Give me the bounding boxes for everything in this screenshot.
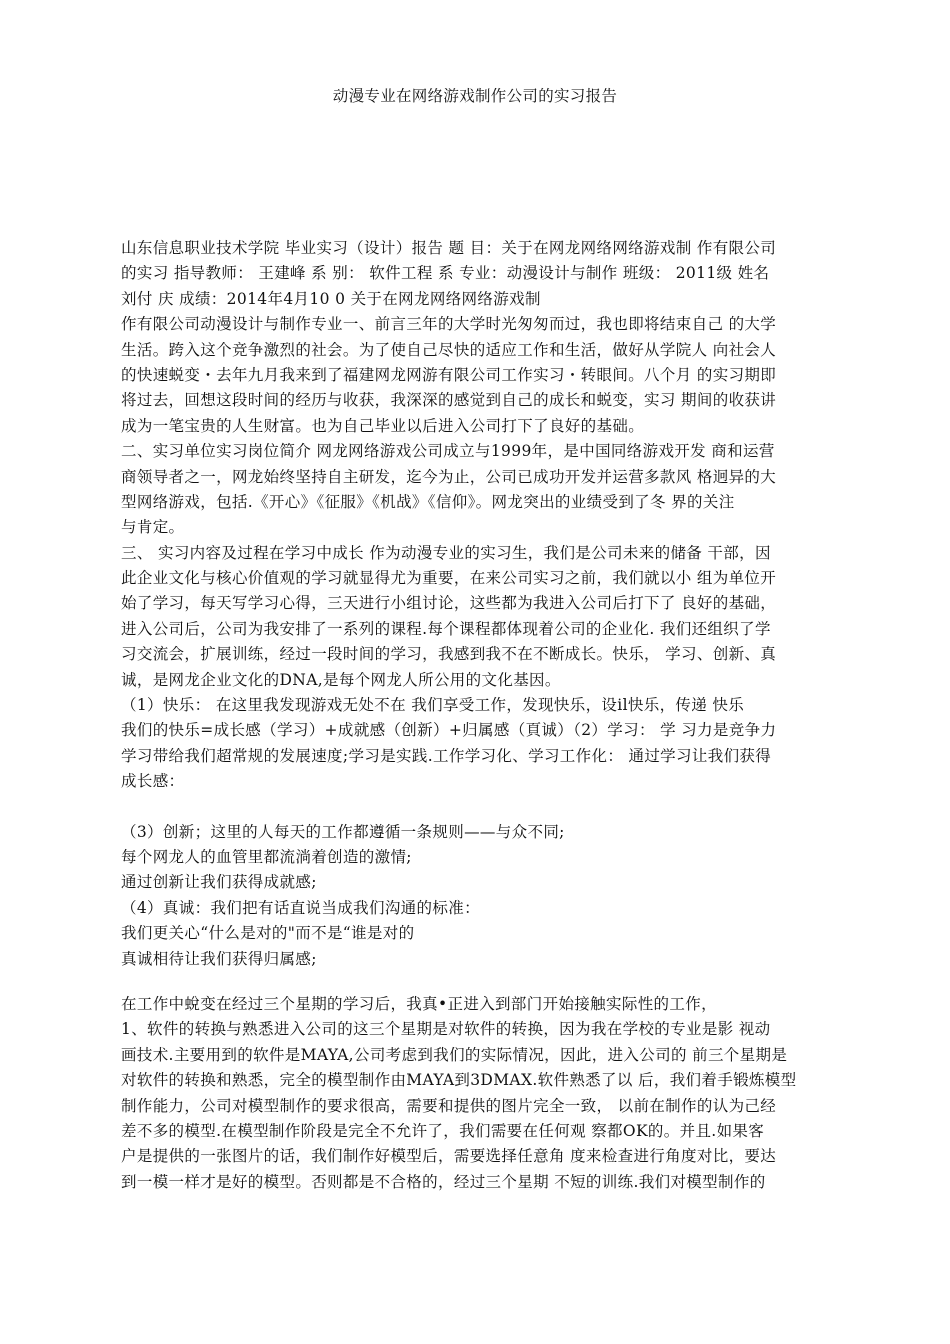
body-line: 成为一笔宝贵的人生财富。也为自己毕业以后进入公司打下了良好的基础。 [121,416,645,435]
body-line: 到一模一样才是好的模型。否则都是不合格的，经过三个星期 不短的训练.我们对模型制作的 [121,1172,766,1191]
paragraph-gap [121,795,833,820]
body-line: 山东信息职业技术学院 毕业实习（设计）报告 题 目：关于在网龙网络网络游戏制 作有限公司 [121,239,777,257]
body-line: 三、 实习内容及过程在学习中成长 作为动漫专业的实习生，我们是公司未来的储备 干部，因 [121,543,771,562]
body-line: 我们更关心“什么是对的"而不是“谁是对的 [121,924,415,943]
body-line: 始了学习，每天写学习心得，三天进行小组讨论，这些都为我进入公司后打下了 良好的基础， [121,594,777,613]
body-line: 真诚相待让我们获得归属感; [121,949,317,968]
body-line: 通过创新让我们获得成就感; [121,873,317,892]
body-line: 诚，是网龙企业文化的DNA,是每个网龙人所公用的文化基因。 [121,670,561,689]
body-line: 进入公司后，公司为我安排了一系列的课程.每个课程都体现着公司的企业化. 我们还组织了学 [121,619,771,638]
body-line: 户是提供的一张图片的话，我们制作好模型后，需要选择任意角 度来检查进行角度对比，要达 [121,1147,777,1166]
body-line: 成长感： [121,772,185,791]
body-line: 商领导者之一，网龙始终坚持自主研发，迄今为止，公司已成功开发并运营多款风 格迥异的大 [121,467,777,486]
body-line: 的实习 指导教师： 王建峰 系 别： 软件工程 系 专业：动漫设计与制作 班级： 2011级 姓名 [121,264,770,283]
body-line: 将过去，回想这段时间的经历与收获，我深深的感觉到自己的成长和蜕变，实习 期间的收获讲 [121,391,777,410]
body-line: 二、实习单位实习岗位简介 网龙网络游戏公司成立与1999年，是中国同络游戏开发 商和运营 [121,442,775,461]
body-line: （3）创新；这里的人每天的工作都遵循一条规则——与众不同; [121,822,565,841]
body-line: 习交流会，扩展训练，经过一段时间的学习，我感到我不在不断成长。快乐， 学习、创新、真 [121,645,777,664]
body-line: 生活。跨入这个竞争激烈的社会。为了使自己尽快的适应工作和生活，做好从学院人 向社会人 [121,340,777,359]
body-line: 画技术.主要用到的软件是MAYA,公司考虑到我们的实际情况，因此，进入公司的 前三个星期是 [121,1045,788,1064]
body-line: 的快速蜕变・去年九月我来到了福建网龙网游有限公司工作实习・转眼间。八个月 的实习期即 [121,365,777,384]
body-line: （1）快乐： 在这里我发现游戏无处不在 我们享受工作，发现快乐，设il快乐，传递 快乐 [121,696,745,715]
body-line: 制作能力，公司对模型制作的要求很高，需要和提供的图片完全一致， 以前在制作的认为己经 [121,1096,777,1115]
paragraph-gap [121,972,833,992]
body-line: 在工作中蛻变在经过三个星期的学习后，我真•正进入到部门开始接触实际性的工作， [121,994,717,1013]
body-line: 差不多的模型.在模型制作阶段是完全不允许了，我们需要在任何观 察都OK的。并且.如果客 [121,1121,765,1140]
body-line: 此企业文化与核心价值观的学习就显得尤为重要，在来公司实习之前，我们就以小 组为单位开 [121,569,777,588]
body-line: 我们的快乐=成长感（学习）+成就感（创新）+归属感（頁诚）（2）学习： 学 习力是竞争力 [121,721,777,740]
body-line: 学习带给我们超常规的发展速度;学习是实践.工作学习化、学习工作化： 通过学习让我们获得 [121,746,772,765]
body-line: 对软件的转换和熟悉，完全的模型制作由MAYA到3DMAX.软件熟悉了以 后，我们着手锻炼模型 [121,1071,797,1090]
body-line: 与肯定。 [121,518,185,537]
body-line: 作有限公司动漫设计与制作专业一、前言三年的大学时光匆匆而过，我也即将结束自己 的大学 [121,315,777,334]
body-line: （4）真诚：我们把有话直说当成我们沟通的标准： [121,898,480,917]
body-line: 1、软件的转换与熟悉进入公司的这三个星期是对软件的转换，因为我在学校的专业是影 视动 [121,1020,771,1039]
body-line: 每个网龙人的血管里都流淌着创造的激情; [121,847,412,866]
document-title: 动漫专业在网络游戏制作公司的实习报告 [332,87,618,105]
document-body [121,236,833,1195]
body-line: 型网络游戏，包括.《开心》《征服》《机战》《信仰》。网龙突出的业绩受到了冬 界的关注 [121,492,735,511]
body-line: 刘付 庆 成绩：2014年4月10 0 关于在网龙网络网络游戏制 [121,289,541,308]
